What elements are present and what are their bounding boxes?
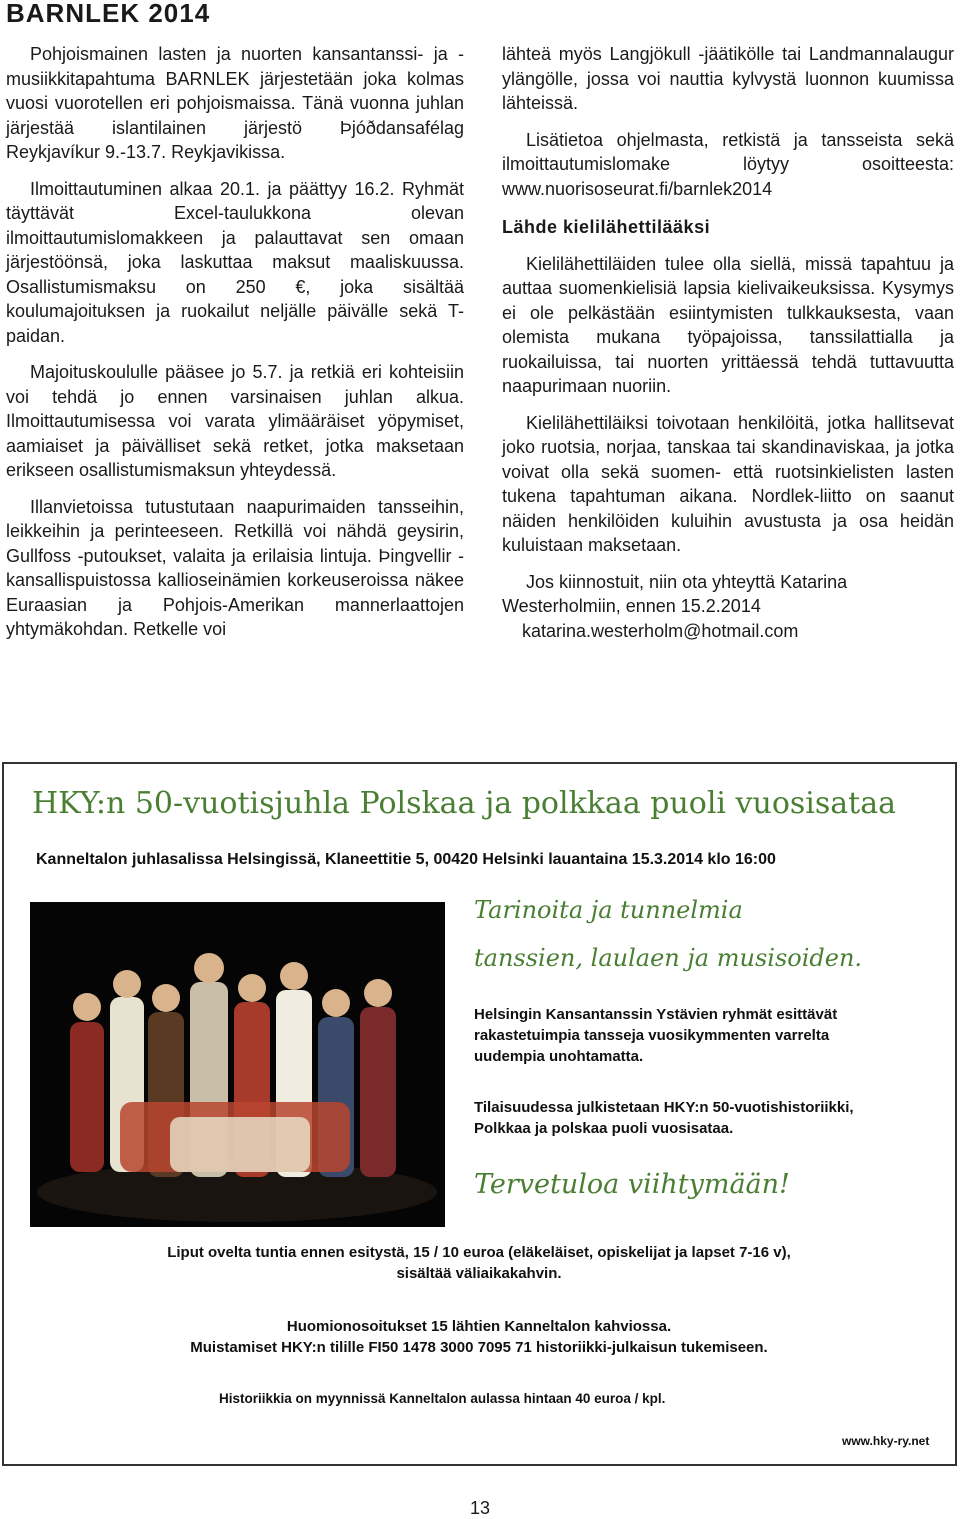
poster-tickets bbox=[74, 1242, 884, 1284]
page-title: BARNLEK 2014 bbox=[6, 0, 211, 28]
note-line: Muistamiset HKY:n tilille FI50 1478 3000 7095 71 historiikki-julkaisun tukemiseen. bbox=[190, 1339, 768, 1356]
poster-note bbox=[74, 1316, 884, 1358]
poster-venue: Kanneltalon juhlasalissa Helsingissä, Klaneettitie 5, 00420 Helsinki lauantaina 15.3.2014 klo 16:00 bbox=[36, 851, 776, 868]
poster-history-note: Historiikkia on myynnissä Kanneltalon aulassa hintaan 40 euroa / kpl. bbox=[219, 1391, 666, 1406]
poster-subtitle: tanssien, laulaen ja musisoiden. bbox=[474, 944, 863, 972]
paragraph: Kielilähettiläiksi toivotaan henkilöitä, jotka hallitsevat joko ruotsia, norjaa, tanskaa tai skandinaviskaa, ja jotka voivat olla sekä suomen- että ruotsinkielisten lasten tukena tapahtuman aikana. Nordlek-liitto on saanut näiden henkilöiden kuluihin avustusta ja osa heidän kuluistaan maksetaan. bbox=[502, 412, 954, 555]
paragraph: lähteä myös Langjökull -jäätikölle tai Landmannalaugur ylängölle, jossa voi nauttia kylvystä luonnon kuumissa lähteissä. bbox=[502, 44, 954, 113]
tickets-line: sisältää väliaikakahvin. bbox=[396, 1265, 562, 1282]
contact-line: Jos kiinnostuit, niin ota yhteyttä Katarina bbox=[526, 571, 848, 592]
poster-welcome: Tervetuloa viihtymään! bbox=[474, 1169, 790, 1200]
dance-photo bbox=[30, 902, 445, 1227]
paragraph: Illanvietoissa tutustutaan naapurimaiden tansseihin, leikkeihin ja perinteeseen. Retkillä voi nähdä geysirin, Gullfoss -putoukset, valaita ja erilaisia lintuja. Þingvellir -kansallispuistossa kallioseinämien korkeuseroissa näkee Euraasian ja Pohjois-Amerikan mannerlaattojen yhtymäkohdan. Retkelle voi bbox=[6, 496, 464, 639]
tickets-line: Liput ovelta tuntia ennen esitystä, 15 / 10 euroa (eläkeläiset, opiskelijat ja lapset 7-16 v), bbox=[167, 1244, 791, 1261]
poster-subtitle: Tarinoita ja tunnelmia bbox=[474, 896, 743, 924]
poster-description: Tilaisuudessa julkistetaan HKY:n 50-vuotishistoriikki, Polkkaa ja polskaa puoli vuosisataa. bbox=[474, 1099, 854, 1137]
poster-url: www.hky-ry.net bbox=[842, 1434, 930, 1448]
right-column bbox=[502, 42, 954, 643]
note-line: Huomionosoitukset 15 lähtien Kanneltalon kahviossa. bbox=[286, 1318, 672, 1335]
left-column bbox=[6, 42, 464, 654]
section-heading: Lähde kielilähettilääksi bbox=[502, 217, 711, 237]
poster-title: HKY:n 50-vuotisjuhla Polskaa ja polkkaa puoli vuosisataa bbox=[32, 786, 896, 821]
page-number: 13 bbox=[469, 1498, 491, 1518]
paragraph: Ilmoittautuminen alkaa 20.1. ja päättyy 16.2. Ryhmät täyttävät Excel-taulukkona olevan ilmoittautumislomakkeen ja palauttavat sen omaan järjestöönsä, joka laskuttaa maksut maaliskuussa. Osallistumismaksu on 250 €, joka sisältää koulumajoituksen ja ruokailut neljälle päivälle sekä T-paidan. bbox=[6, 178, 464, 346]
paragraph: Majoituskoululle pääsee jo 5.7. ja retkiä eri kohteisiin voi tehdä jo ennen varsinaisen juhlan alkua. Ilmoittautumisessa voi varata ylimääräiset yöpymiset, aamiaiset ja päivälliset sekä retket, jotka maksetaan erikseen osallistumismaksun yhteydessä. bbox=[6, 362, 464, 480]
event-poster bbox=[2, 762, 957, 1466]
paragraph: Kielilähettiläiden tulee olla siellä, missä tapahtuu ja auttaa suomenkielisiä lapsia kielivaikeuksissa. Kysymys ei ole pelkästään esiintymisten tulkkauksesta, vaan olemista mukana työpajoissa, tanssilattialla ja ruokailuissa, tai nuorten yrittäessä tehdä tuttavuutta naapurimaan nuoriin. bbox=[502, 253, 954, 396]
poster-description: Helsingin Kansantanssin Ystävien ryhmät esittävät rakastetuimpia tansseja vuosikymmenten varrelta uudempia unohtamatta. bbox=[474, 1006, 838, 1065]
contact-email: katarina.westerholm@hotmail.com bbox=[522, 620, 799, 641]
paragraph: Pohjoismainen lasten ja nuorten kansantanssi- ja -musiikkitapahtuma BARNLEK järjestetään joka kolmas vuosi vuorotellen eri pohjoismaissa. Tänä vuonna juhlan järjestää islantilainen järjestö Þjóðdansafélag Reykjavíkur 9.-13.7. Reykjavikissa. bbox=[6, 44, 464, 162]
paragraph: Lisätietoa ohjelmasta, retkistä ja tansseista sekä ilmoittautumislomake löytyy osoitteesta: www.nuorisoseurat.fi/barnlek2014 bbox=[502, 129, 954, 199]
contact-block bbox=[502, 570, 954, 644]
contact-line: Westerholmiin, ennen 15.2.2014 bbox=[502, 596, 761, 616]
